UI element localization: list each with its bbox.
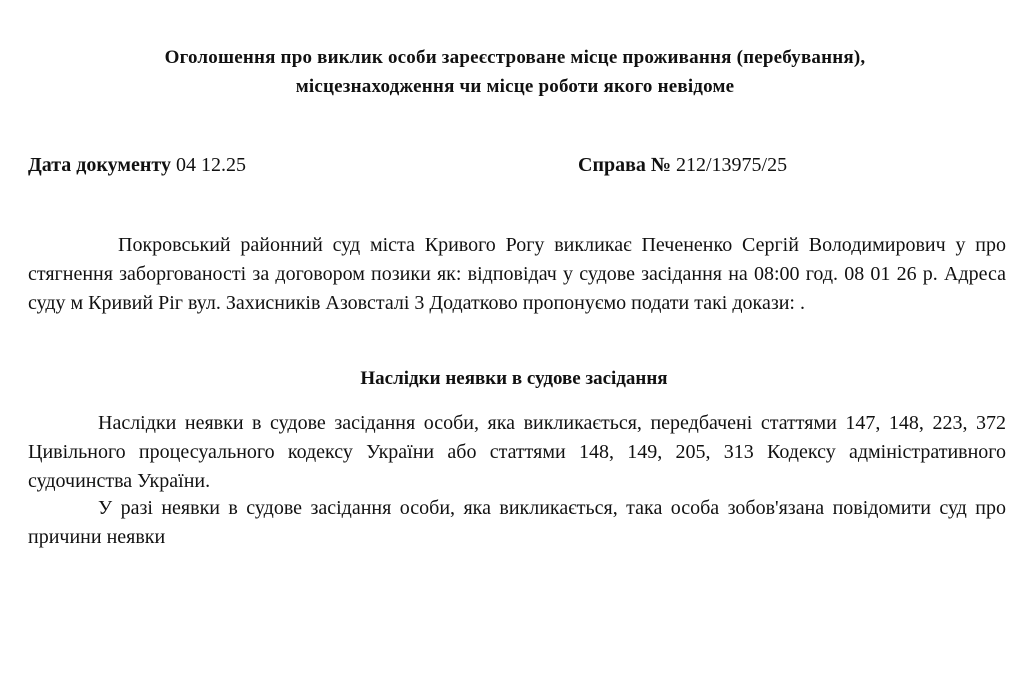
- case-label: Справа №: [578, 154, 671, 176]
- date-label: Дата документу: [28, 154, 171, 176]
- document-title: [60, 43, 970, 101]
- section-heading: Наслідки неявки в судове засідання: [360, 368, 668, 389]
- date-value: 04 12.25: [176, 154, 246, 176]
- title-line-1: Оголошення про виклик особи зареєстроване місце проживання (перебування),: [164, 47, 866, 68]
- consequences-paragraph: [28, 409, 1006, 496]
- notice-paragraph: [28, 494, 1006, 552]
- summons-paragraph: [28, 231, 1006, 318]
- consequences-text: Наслідки неявки в судове засідання особи, яка викликається, передбачені статтями 147, 148, 223, 372 Цивільного процесуального кодексу України або статтями 148, 149, 205, 313 Кодексу адміністративного судочинства України.: [28, 412, 1006, 492]
- document-date: [28, 151, 246, 179]
- title-line-2: місцезнаходження чи місце роботи якого невідоме: [295, 76, 735, 97]
- summons-text: Покровський районний суд міста Кривого Рогу викликає Печененко Сергій Володимирович у про стягнення заборгованості за договором позики як: відповідач у судове засідання на 08:00 год. 08 01 26 р. Адреса суду м Кривий Ріг вул. Захисників Азовсталі 3 Додатково пропонуємо подати такі докази: .: [28, 234, 1006, 314]
- case-value: 212/13975/25: [676, 154, 788, 176]
- notice-text: У разі неявки в судове засідання особи, яка викликається, така особа зобов'язана повідомити суд про причини неявки: [28, 497, 1006, 548]
- case-number: [578, 151, 787, 179]
